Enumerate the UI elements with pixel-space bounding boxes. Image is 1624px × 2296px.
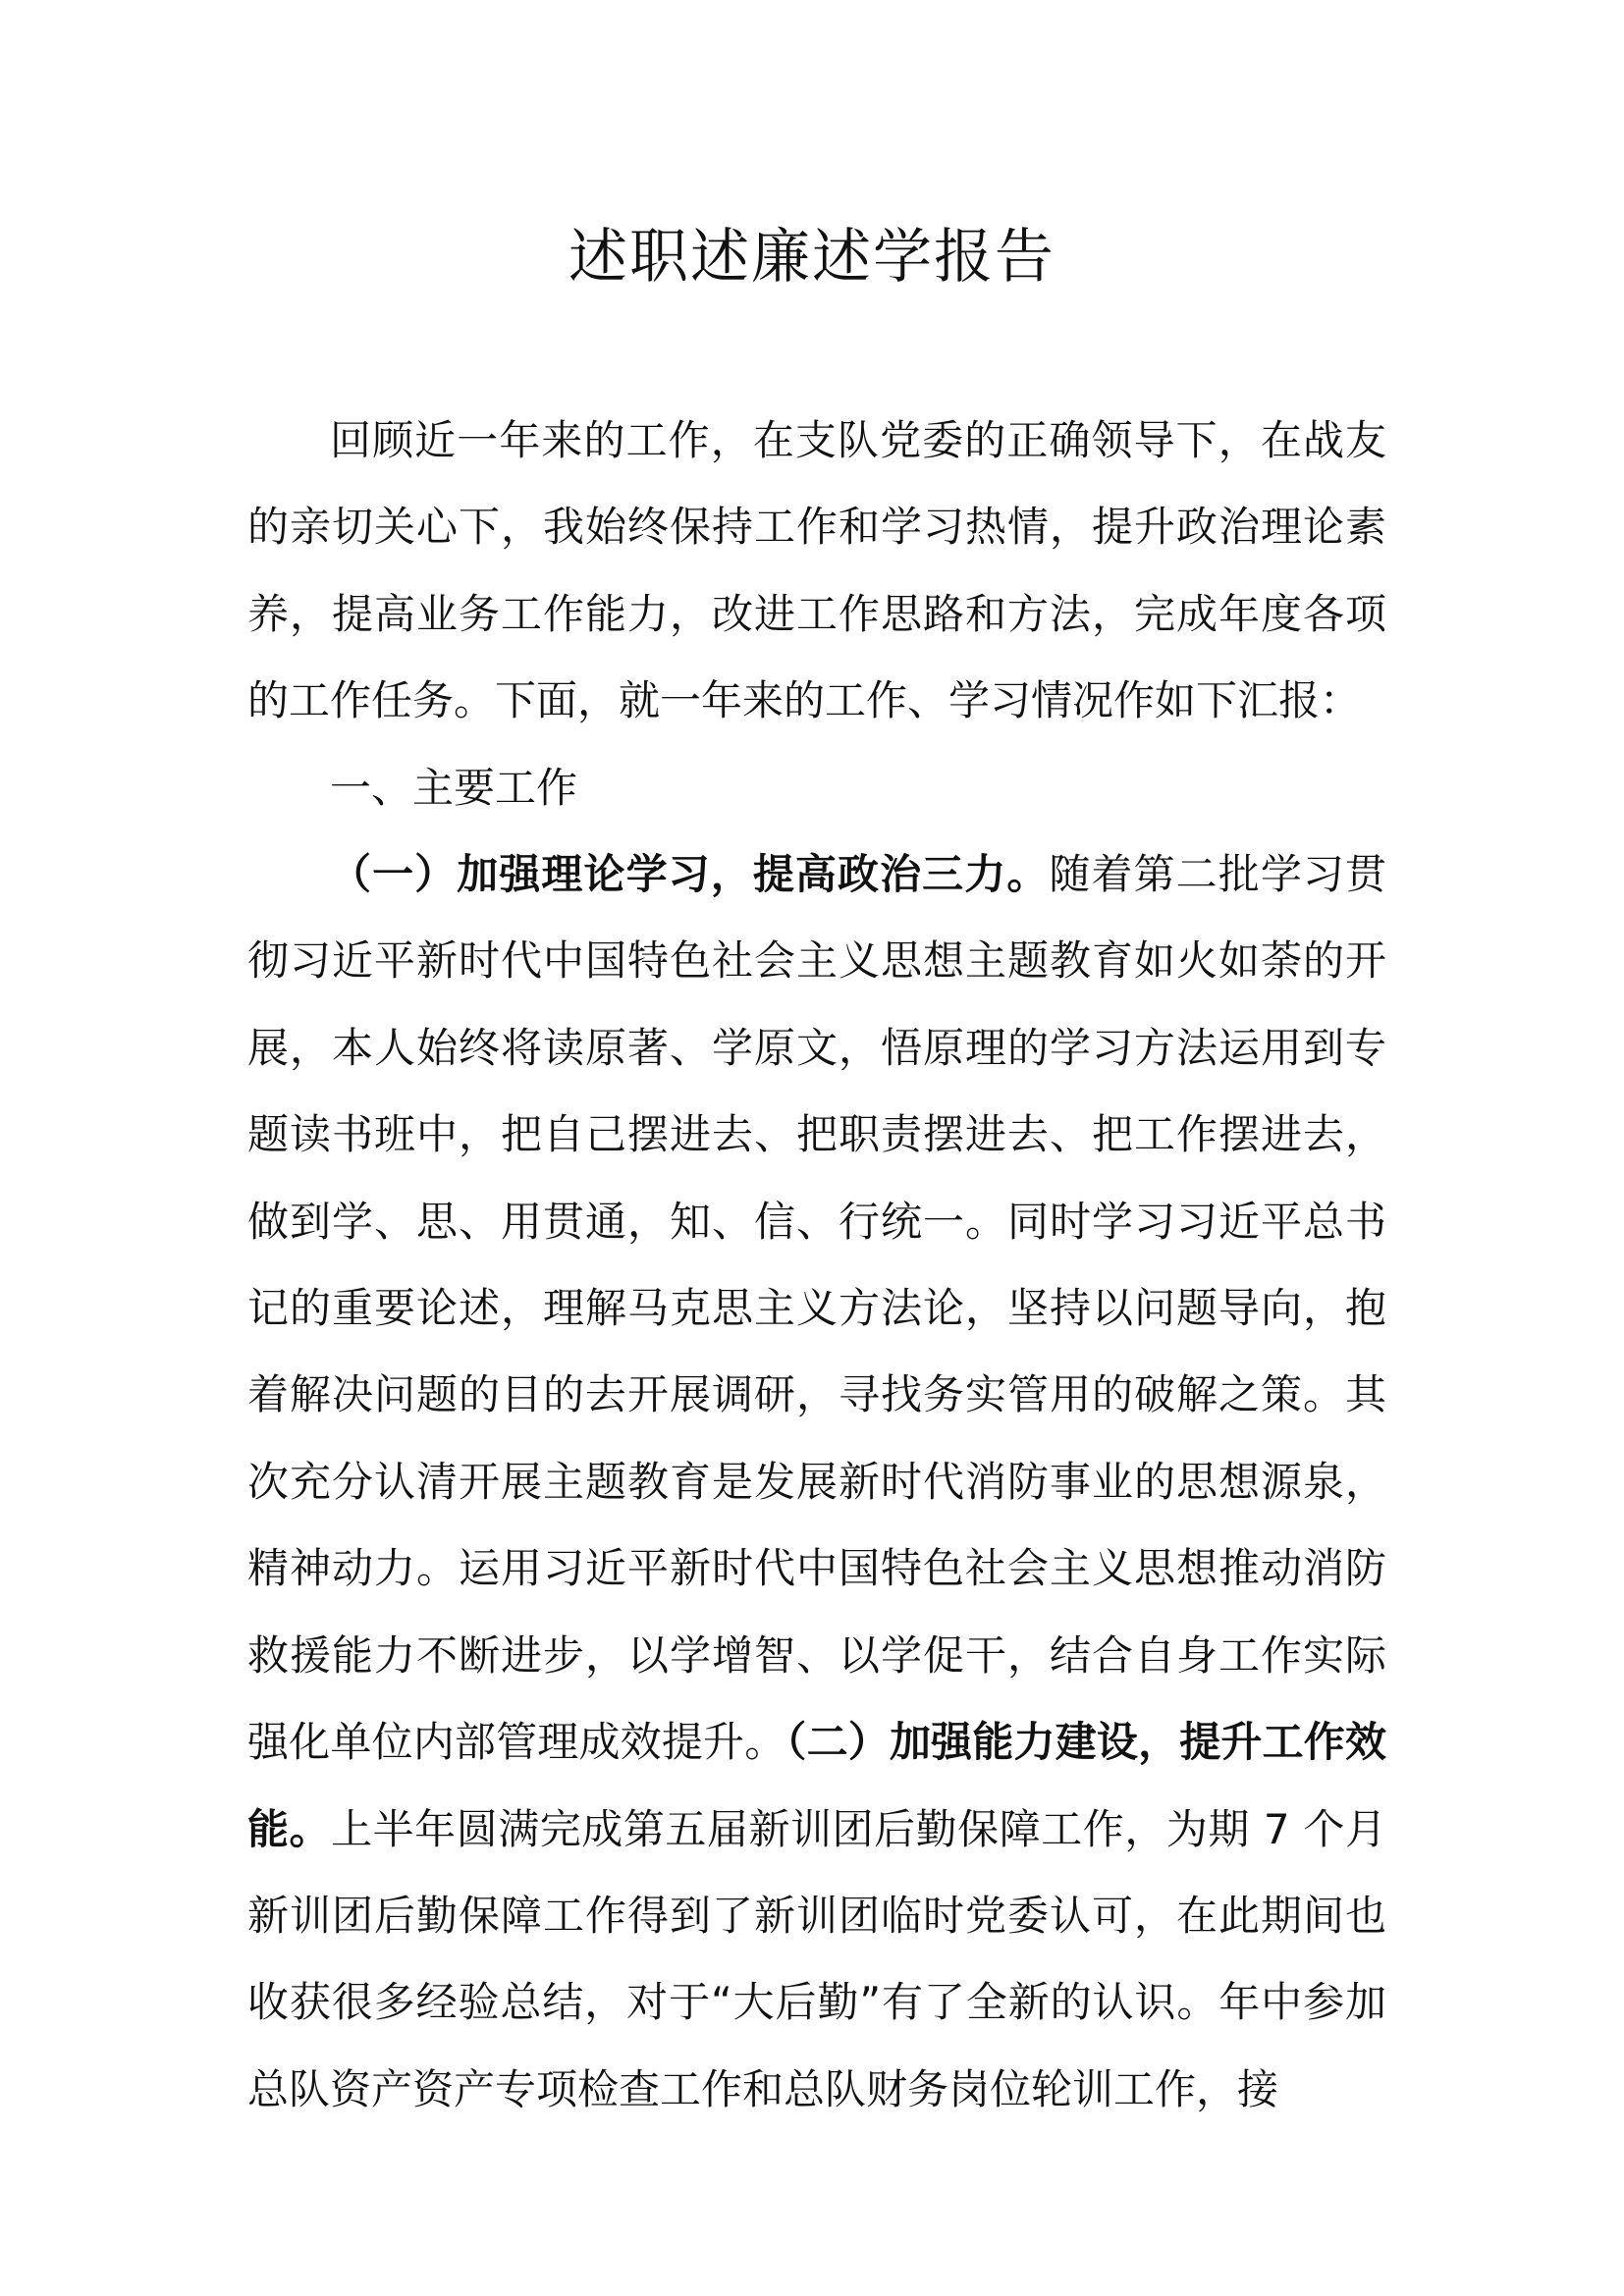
section-heading-main-work: 一、主要工作	[330, 763, 578, 812]
item1-text: 随着第二批学习贯彻习近平新时代中国特色社会主义思想主题教育如火如荼的开展，本人始终将读原著、学原文，悟原理的学习方法运用到专题读书班中，把自己摆进去、把职责摆进去、把工作摆进去，做到学、思、用贯通，知、信、行统一。同时学习习近平总书记的重要论述，理解马克思主义方法论，坚持以问题导向，抱着解决问题的目的去开展调研，寻找务实管用的破解之策。其次充分认清开展主题教育是发展新时代消防事业的思想源泉，精神动力。运用习近平新时代中国特色社会主义思想推动消防救援能力不断进步，以学增智、以学促干，结合自身工作实际强化单位内部管理成效提升。	[247, 850, 1386, 1767]
item1-heading: （一）加强理论学习，提高政治三力。	[330, 850, 1050, 899]
document-body	[247, 398, 1386, 2133]
item2-text: 上半年圆满完成第五届新训团后勤保障工作，为期 7 个月新训团后勤保障工作得到了新训团临时党委认可，在此期间也收获很多经验总结，对于“大后勤”有了全新的认识。年中参加总队资产资产专项检查工作和总队财务岗位轮训工作，接	[247, 1804, 1386, 2113]
document-title: 述职述廉述学报告	[568, 223, 1056, 292]
item2-heading: （二）加强能力建设，提升工作效能。	[247, 1718, 1386, 1853]
main-work-paragraph	[247, 831, 1386, 2133]
intro-paragraph: 回顾近一年来的工作，在支队党委的正确领导下，在战友的亲切关心下，我始终保持工作和学习热情，提升政治理论素养，提高业务工作能力，改进工作思路和方法，完成年度各项的工作任务。下面，就一年来的工作、学习情况作如下汇报：	[247, 416, 1386, 725]
